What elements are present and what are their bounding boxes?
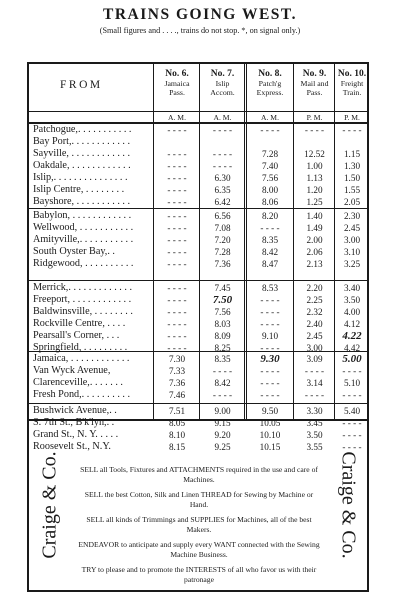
time-cell: 8.25	[214, 343, 231, 353]
time-cell: - - - -	[342, 125, 362, 135]
station-name: Van Wyck Avenue,	[33, 365, 111, 376]
station-name: South Oyster Bay,. .	[33, 246, 115, 257]
column-header-l1: Mail and	[300, 79, 329, 88]
column-header-no: No. 10.	[337, 69, 367, 79]
time-cell: 3.14	[306, 378, 323, 388]
time-cell: 9.10	[261, 331, 279, 341]
side-brand-right	[328, 430, 368, 580]
time-cell: 2.45	[306, 331, 323, 341]
time-cell: 1.13	[306, 173, 323, 183]
time-cell: 12.52	[304, 149, 325, 159]
column-header	[155, 70, 199, 97]
column-header-l2: Express.	[256, 88, 284, 97]
time-cell: 8.09	[214, 331, 231, 341]
column-header-no: No. 6.	[165, 69, 189, 79]
ad-line: TRY to please and to promote the INTERESTS of all who favor us with their patronage	[81, 565, 317, 584]
time-cell: 1.25	[306, 197, 323, 207]
time-cell: 7.30	[168, 354, 186, 364]
time-cell: 10.10	[259, 430, 281, 440]
column-header-l2: Train.	[342, 88, 362, 97]
time-cell: 9.25	[214, 442, 231, 452]
brand-text: Craige & Co.	[38, 451, 61, 559]
time-cell: 7.50	[212, 294, 233, 306]
time-cell: 7.28	[261, 149, 279, 159]
station-name: Baldwinsville, . . . . . . . .	[33, 306, 133, 317]
time-cell: - - - -	[167, 197, 187, 207]
time-cell: 2.20	[306, 283, 323, 293]
column-header-l1: Freight	[340, 79, 364, 88]
column-header-l1: Islip	[215, 79, 230, 88]
time-cell: 6.35	[214, 185, 231, 195]
time-cell: 5.10	[343, 378, 361, 388]
time-cell: - - - -	[342, 418, 362, 428]
station-name: Wellwood, . . . . . . . . . . .	[33, 222, 134, 233]
time-cell	[201, 136, 244, 148]
time-cell: 8.42	[214, 378, 231, 388]
time-cell: 7.20	[214, 235, 231, 245]
time-cell: - - - -	[167, 295, 187, 305]
column-rule	[334, 64, 335, 420]
time-cell: 2.00	[306, 235, 323, 245]
time-cell: 3.50	[306, 430, 323, 440]
station-name: Grand St., N. Y. . . . .	[33, 429, 119, 440]
time-cell: - - - -	[304, 125, 325, 135]
time-cell: 8.06	[261, 197, 279, 207]
station-name: Islip Centre, . . . . . . . .	[33, 184, 125, 195]
group-rule	[29, 280, 367, 281]
time-cell: 7.36	[214, 259, 231, 269]
time-cell: 1.20	[306, 185, 323, 195]
column-ampm: A. M.	[168, 113, 186, 122]
brand-text: Craige & Co.	[337, 451, 360, 559]
column-ampm: A. M.	[213, 113, 232, 122]
time-cell: 3.25	[343, 259, 361, 269]
time-cell: 1.50	[343, 173, 361, 183]
time-cell: - - - -	[212, 161, 233, 171]
time-cell: - - - -	[342, 430, 362, 440]
time-cell: - - - -	[167, 319, 187, 329]
time-cell: 1.49	[306, 223, 323, 233]
time-cell: - - - -	[167, 173, 187, 183]
time-cell: 3.00	[343, 235, 361, 245]
station-name: Freeport, . . . . . . . . . . . .	[33, 294, 132, 305]
station-name: Springfield, . . . . . . . . .	[33, 342, 128, 353]
time-cell: - - - -	[167, 149, 187, 159]
time-cell: - - - -	[167, 223, 187, 233]
time-cell: 8.42	[261, 247, 279, 257]
time-cell: - - - -	[167, 343, 187, 353]
time-cell: - - - -	[167, 283, 187, 293]
column-ampm: P. M.	[306, 113, 323, 122]
station-name: Ridgewood, . . . . . . . . . .	[33, 258, 134, 269]
time-cell: 1.55	[343, 185, 361, 195]
time-cell: 7.28	[214, 247, 231, 257]
time-cell: - - - -	[260, 319, 280, 329]
time-cell: 9.30	[260, 353, 280, 365]
time-cell: - - - -	[260, 378, 280, 388]
column-header-l1: Patch'g	[258, 79, 282, 88]
time-cell: - - - -	[167, 259, 187, 269]
time-cell: 8.03	[214, 319, 231, 329]
time-cell: - - - -	[342, 390, 362, 400]
time-cell: - - - -	[167, 235, 187, 245]
page-title: TRAINS GOING WEST.	[103, 6, 297, 23]
time-cell: - - - -	[167, 247, 187, 257]
time-cell: 2.06	[306, 247, 323, 257]
time-cell: 10.05	[259, 418, 281, 428]
time-cell: 2.25	[306, 295, 323, 305]
time-cell: 4.00	[343, 307, 361, 317]
time-cell: 8.10	[168, 430, 186, 440]
time-cell: - - - -	[212, 149, 233, 159]
time-cell: 7.51	[168, 406, 186, 416]
station-name: Merrick,. . . . . . . . . . . . .	[33, 282, 133, 293]
time-cell: 9.15	[214, 418, 231, 428]
time-cell: 7.56	[214, 307, 231, 317]
time-cell	[295, 136, 334, 148]
time-cell: 9.20	[214, 430, 231, 440]
column-rule	[199, 64, 200, 420]
side-brand-left	[30, 430, 70, 580]
time-cell: 4.12	[343, 319, 361, 329]
time-cell: 3.55	[306, 442, 323, 452]
time-cell: 6.42	[214, 197, 231, 207]
column-header-no: No. 8.	[258, 69, 282, 79]
time-cell: 2.13	[306, 259, 323, 269]
station-name: Jamaica, . . . . . . . . . . . .	[33, 353, 130, 364]
station-name: S. 7th St., B'k'lyn,. .	[33, 417, 115, 428]
time-cell: 2.30	[343, 211, 361, 221]
time-cell: - - - -	[260, 295, 280, 305]
time-cell	[336, 136, 368, 148]
time-cell: 7.56	[261, 173, 279, 183]
time-cell	[247, 136, 293, 148]
time-cell: 8.05	[168, 418, 186, 428]
column-header-l1: Jamaica	[164, 79, 190, 88]
time-cell: - - - -	[260, 223, 280, 233]
column-ampm: P. M.	[344, 113, 360, 122]
station-name: Fresh Pond,. . . . . . . . . .	[33, 389, 131, 400]
header-rule	[29, 111, 367, 112]
ad-line: SELL the best Cotton, Silk and Linen THREAD for Sewing by Machine or Hand.	[84, 490, 314, 509]
time-cell: 7.46	[168, 390, 186, 400]
station-name: Amityville,. . . . . . . . . . .	[33, 234, 134, 245]
time-cell: 2.40	[306, 319, 323, 329]
time-cell: - - - -	[167, 161, 187, 171]
time-cell: 3.45	[306, 418, 323, 428]
station-name: Pearsall's Corner, . . .	[33, 330, 120, 341]
column-header	[336, 70, 368, 97]
time-cell: 8.53	[261, 283, 279, 293]
time-cell: 3.09	[306, 354, 323, 364]
column-header-l2: Accom.	[210, 88, 235, 97]
ad-line: SELL all Tools, Fixtures and ATTACHMENTS required in the use and care of Machines.	[80, 465, 318, 484]
time-cell: - - - -	[167, 125, 187, 135]
time-cell: 9.50	[261, 406, 279, 416]
time-cell: 1.00	[306, 161, 323, 171]
column-rule	[153, 64, 154, 420]
column-ampm: A. M.	[261, 113, 279, 122]
time-cell: - - - -	[167, 211, 187, 221]
time-cell: - - - -	[167, 185, 187, 195]
time-cell: 1.15	[343, 149, 361, 159]
legend-note: (Small figures and . . . ., trains do not stop. *, on signal only.)	[99, 26, 301, 35]
column-header-no: No. 7.	[210, 69, 235, 79]
time-cell	[155, 136, 199, 148]
time-cell: - - - -	[342, 366, 362, 376]
column-header-l2: Pass.	[306, 88, 323, 97]
time-cell: - - - -	[212, 390, 233, 400]
time-cell: 3.50	[343, 295, 361, 305]
station-name: Rockville Centre, . . . .	[33, 318, 126, 329]
station-name: Babylon, . . . . . . . . . . . .	[33, 210, 132, 221]
time-cell: 8.35	[214, 354, 231, 364]
time-cell: 7.08	[214, 223, 231, 233]
column-header-no: No. 9.	[302, 69, 327, 79]
time-cell: 7.33	[168, 366, 186, 376]
station-name: Clarenceville,. . . . . . .	[33, 377, 123, 388]
group-rule	[29, 403, 367, 404]
group-rule	[29, 208, 367, 209]
station-name: Patchogue,. . . . . . . . . . .	[33, 124, 132, 135]
time-cell: - - - -	[304, 366, 325, 376]
time-cell: 2.45	[343, 223, 361, 233]
time-cell: 3.10	[343, 247, 361, 257]
time-cell: - - - -	[342, 442, 362, 452]
time-cell: 9.00	[214, 406, 231, 416]
time-cell: 4.22	[342, 330, 362, 342]
time-cell: 2.32	[306, 307, 323, 317]
time-cell: 8.15	[168, 442, 186, 452]
time-cell: 6.56	[214, 211, 231, 221]
time-cell: - - - -	[304, 390, 325, 400]
column-header	[295, 70, 334, 97]
from-column-label: FROM	[60, 79, 103, 91]
time-cell: - - - -	[212, 125, 233, 135]
column-header	[247, 70, 293, 97]
time-cell: 7.40	[261, 161, 279, 171]
column-header	[201, 70, 244, 97]
time-cell: - - - -	[212, 366, 233, 376]
time-cell: 8.47	[261, 259, 279, 269]
time-cell: - - - -	[260, 366, 280, 376]
station-name: Sayville, . . . . . . . . . . . .	[33, 148, 131, 159]
time-cell: - - - -	[260, 343, 280, 353]
station-name: Bayshore, . . . . . . . . . . .	[33, 196, 131, 207]
time-cell: 5.40	[343, 406, 361, 416]
time-cell: 8.00	[261, 185, 279, 195]
time-cell: 7.45	[214, 283, 231, 293]
column-header-l2: Pass.	[169, 88, 185, 97]
time-cell: - - - -	[167, 307, 187, 317]
time-cell: - - - -	[260, 307, 280, 317]
station-name: Bay Port,. . . . . . . . . . . .	[33, 136, 131, 147]
ad-line: SELL all kinds of Trimmings and SUPPLIES for Machines, all of the best Makers.	[86, 515, 312, 534]
time-cell: 2.05	[343, 197, 361, 207]
time-cell: 8.35	[261, 235, 279, 245]
column-rule	[293, 64, 294, 420]
time-cell: 1.40	[306, 211, 323, 221]
time-cell: 10.15	[259, 442, 281, 452]
time-cell: 4.42	[343, 343, 361, 353]
station-name: Bushwick Avenue,. .	[33, 405, 117, 416]
time-cell: - - - -	[260, 390, 280, 400]
time-cell: 7.36	[168, 378, 186, 388]
ad-line: ENDEAVOR to anticipate and supply every WANT connected with the Sewing Machine Business.	[78, 540, 320, 559]
time-cell: 3.00	[306, 343, 323, 353]
time-cell: 6.30	[214, 173, 231, 183]
time-cell: 1.30	[343, 161, 361, 171]
station-name: Roosevelt St., N.Y.	[33, 441, 111, 452]
time-cell: - - - -	[260, 125, 280, 135]
station-name: Islip,. . . . . . . . . . . . . . .	[33, 172, 128, 183]
time-cell: 5.00	[342, 353, 362, 365]
time-cell: 8.20	[261, 211, 279, 221]
time-cell: - - - -	[167, 331, 187, 341]
time-cell: 3.40	[343, 283, 361, 293]
station-name: Oakdale, . . . . . . . . . . . .	[33, 160, 131, 171]
time-cell: 3.30	[306, 406, 323, 416]
